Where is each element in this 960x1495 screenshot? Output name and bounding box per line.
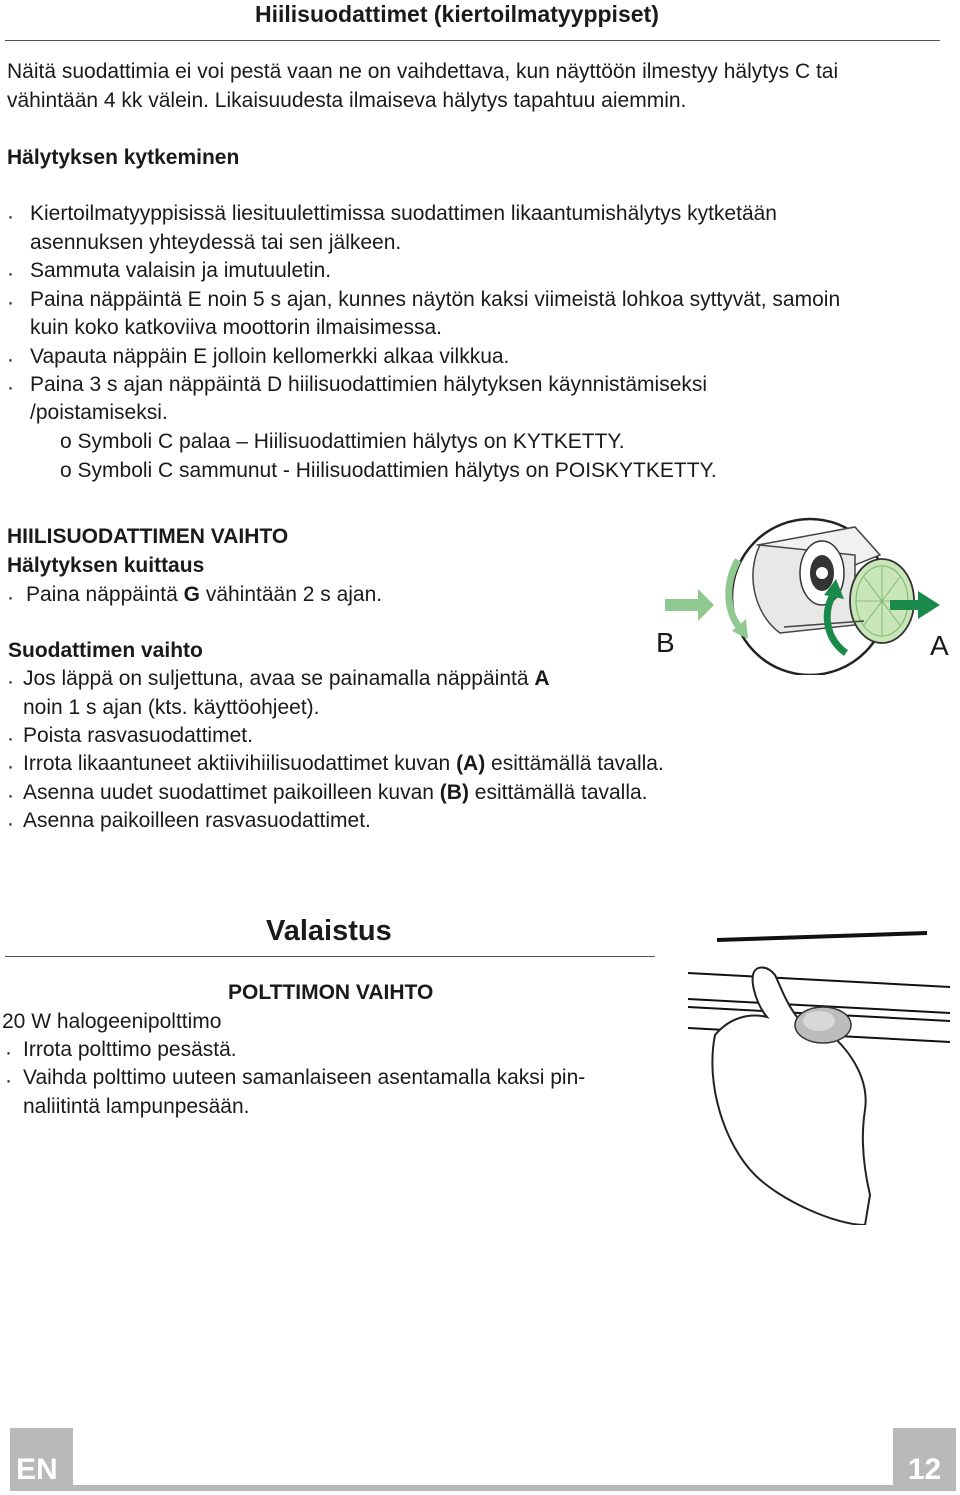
bullet-dot: · xyxy=(7,812,14,835)
bullet-dot: · xyxy=(7,376,14,399)
bullet-dot: · xyxy=(7,784,14,807)
intro-line-1: Näitä suodattimia ei voi pestä vaan ne on vaihdettava, kun näyttöön ilmestyy hälytys C tai xyxy=(7,60,839,83)
bullet-dot: · xyxy=(5,1069,12,1092)
alarm-bullet-1-line-1: Kiertoilmatyyppisissä liesituulettimissa suodattimen likaantumishälytys kytketään xyxy=(30,202,777,225)
lighting-bullet-2-line-2: naliitintä lampunpesään. xyxy=(23,1095,250,1118)
footer-bar xyxy=(73,1485,893,1491)
filter-bullet-3: Irrota likaantuneet aktiivihiilisuodattimet kuvan (A) esittämällä tavalla. xyxy=(23,752,664,775)
lighting-title: Valaistus xyxy=(266,915,392,947)
bullet-dot: · xyxy=(7,205,14,228)
intro-line-2: vähintään 4 kk välein. Likaisuudesta ilmaiseva hälytys tapahtuu aiemmin. xyxy=(7,89,687,112)
bullet-dot: · xyxy=(7,727,14,750)
title-divider xyxy=(5,40,940,41)
bullet-dot: · xyxy=(5,1041,12,1064)
filter-bullet-2: Poista rasvasuodattimet. xyxy=(23,724,253,747)
page-number-badge xyxy=(893,1428,956,1491)
bullet-dot: · xyxy=(7,291,14,314)
section-title: Hiilisuodattimet (kiertoilmatyyppiset) xyxy=(255,1,659,27)
alarm-bullet-3-line-1: Paina näppäintä E noin 5 s ajan, kunnes näytön kaksi viimeistä lohkoa syttyvät, samoin xyxy=(30,288,841,311)
ack-heading: Hälytyksen kuittaus xyxy=(7,554,205,577)
bullet-dot: · xyxy=(7,670,14,693)
alarm-bullet-2: Sammuta valaisin ja imutuuletin. xyxy=(30,259,332,282)
alarm-sub-item-1: o Symboli C palaa – Hiilisuodattimien hälytys on KYTKETTY. xyxy=(60,430,625,453)
ack-bullet: Paina näppäintä G vähintään 2 s ajan. xyxy=(26,583,383,606)
figure-label-a: A xyxy=(930,630,949,661)
filter-bullet-5: Asenna paikoilleen rasvasuodattimet. xyxy=(23,809,371,832)
bullet-dot: · xyxy=(7,262,14,285)
alarm-bullet-5-line-2: /poistamiseksi. xyxy=(30,401,168,424)
lighting-bullet-1: Irrota polttimo pesästä. xyxy=(23,1038,237,1061)
alarm-bullet-1-line-2: asennuksen yhteydessä tai sen jälkeen. xyxy=(30,231,402,254)
filter-bullet-1-line-1: Jos läppä on suljettuna, avaa se painamalla näppäintä A xyxy=(23,667,550,690)
bullet-dot: · xyxy=(7,586,14,609)
language-badge xyxy=(10,1428,73,1491)
bullet-dot: · xyxy=(7,755,14,778)
lighting-bullet-2-line-1: Vaihda polttimo uuteen samanlaiseen asentamalla kaksi pin- xyxy=(23,1066,586,1089)
filter-bullet-4: Asenna uudet suodattimet paikoilleen kuvan (B) esittämällä tavalla. xyxy=(23,781,648,804)
filter-bullet-1-line-2: noin 1 s ajan (kts. käyttöohjeet). xyxy=(23,696,320,719)
filter-heading: Suodattimen vaihto xyxy=(8,639,203,662)
alarm-bullet-4: Vapauta näppäin E jolloin kellomerkki alkaa vilkkua. xyxy=(30,345,510,368)
page-number: 12 xyxy=(907,1453,942,1486)
alarm-heading: Hälytyksen kytkeminen xyxy=(7,146,240,169)
lighting-bulb-spec: 20 W halogeenipolttimo xyxy=(2,1010,222,1033)
bullet-dot: · xyxy=(7,348,14,371)
figure-label-b: B xyxy=(656,627,675,658)
lighting-divider xyxy=(5,956,655,957)
bulb-replacement-illustration xyxy=(685,925,955,1225)
language-code: EN xyxy=(16,1453,58,1486)
alarm-sub-item-2: o Symboli C sammunut - Hiilisuodattimien hälytys on POISKYTKETTY. xyxy=(60,459,717,482)
lighting-subheading: POLTTIMON VAIHTO xyxy=(228,981,434,1004)
filter-replacement-illustration xyxy=(650,515,950,675)
alarm-bullet-3-line-2: kuin koko katkoviiva moottorin ilmaisimessa. xyxy=(30,316,442,339)
alarm-bullet-5-line-1: Paina 3 s ajan näppäintä D hiilisuodattimien hälytyksen käynnistämiseksi xyxy=(30,373,708,396)
replace-heading: HIILISUODATTIMEN VAIHTO xyxy=(7,525,289,548)
